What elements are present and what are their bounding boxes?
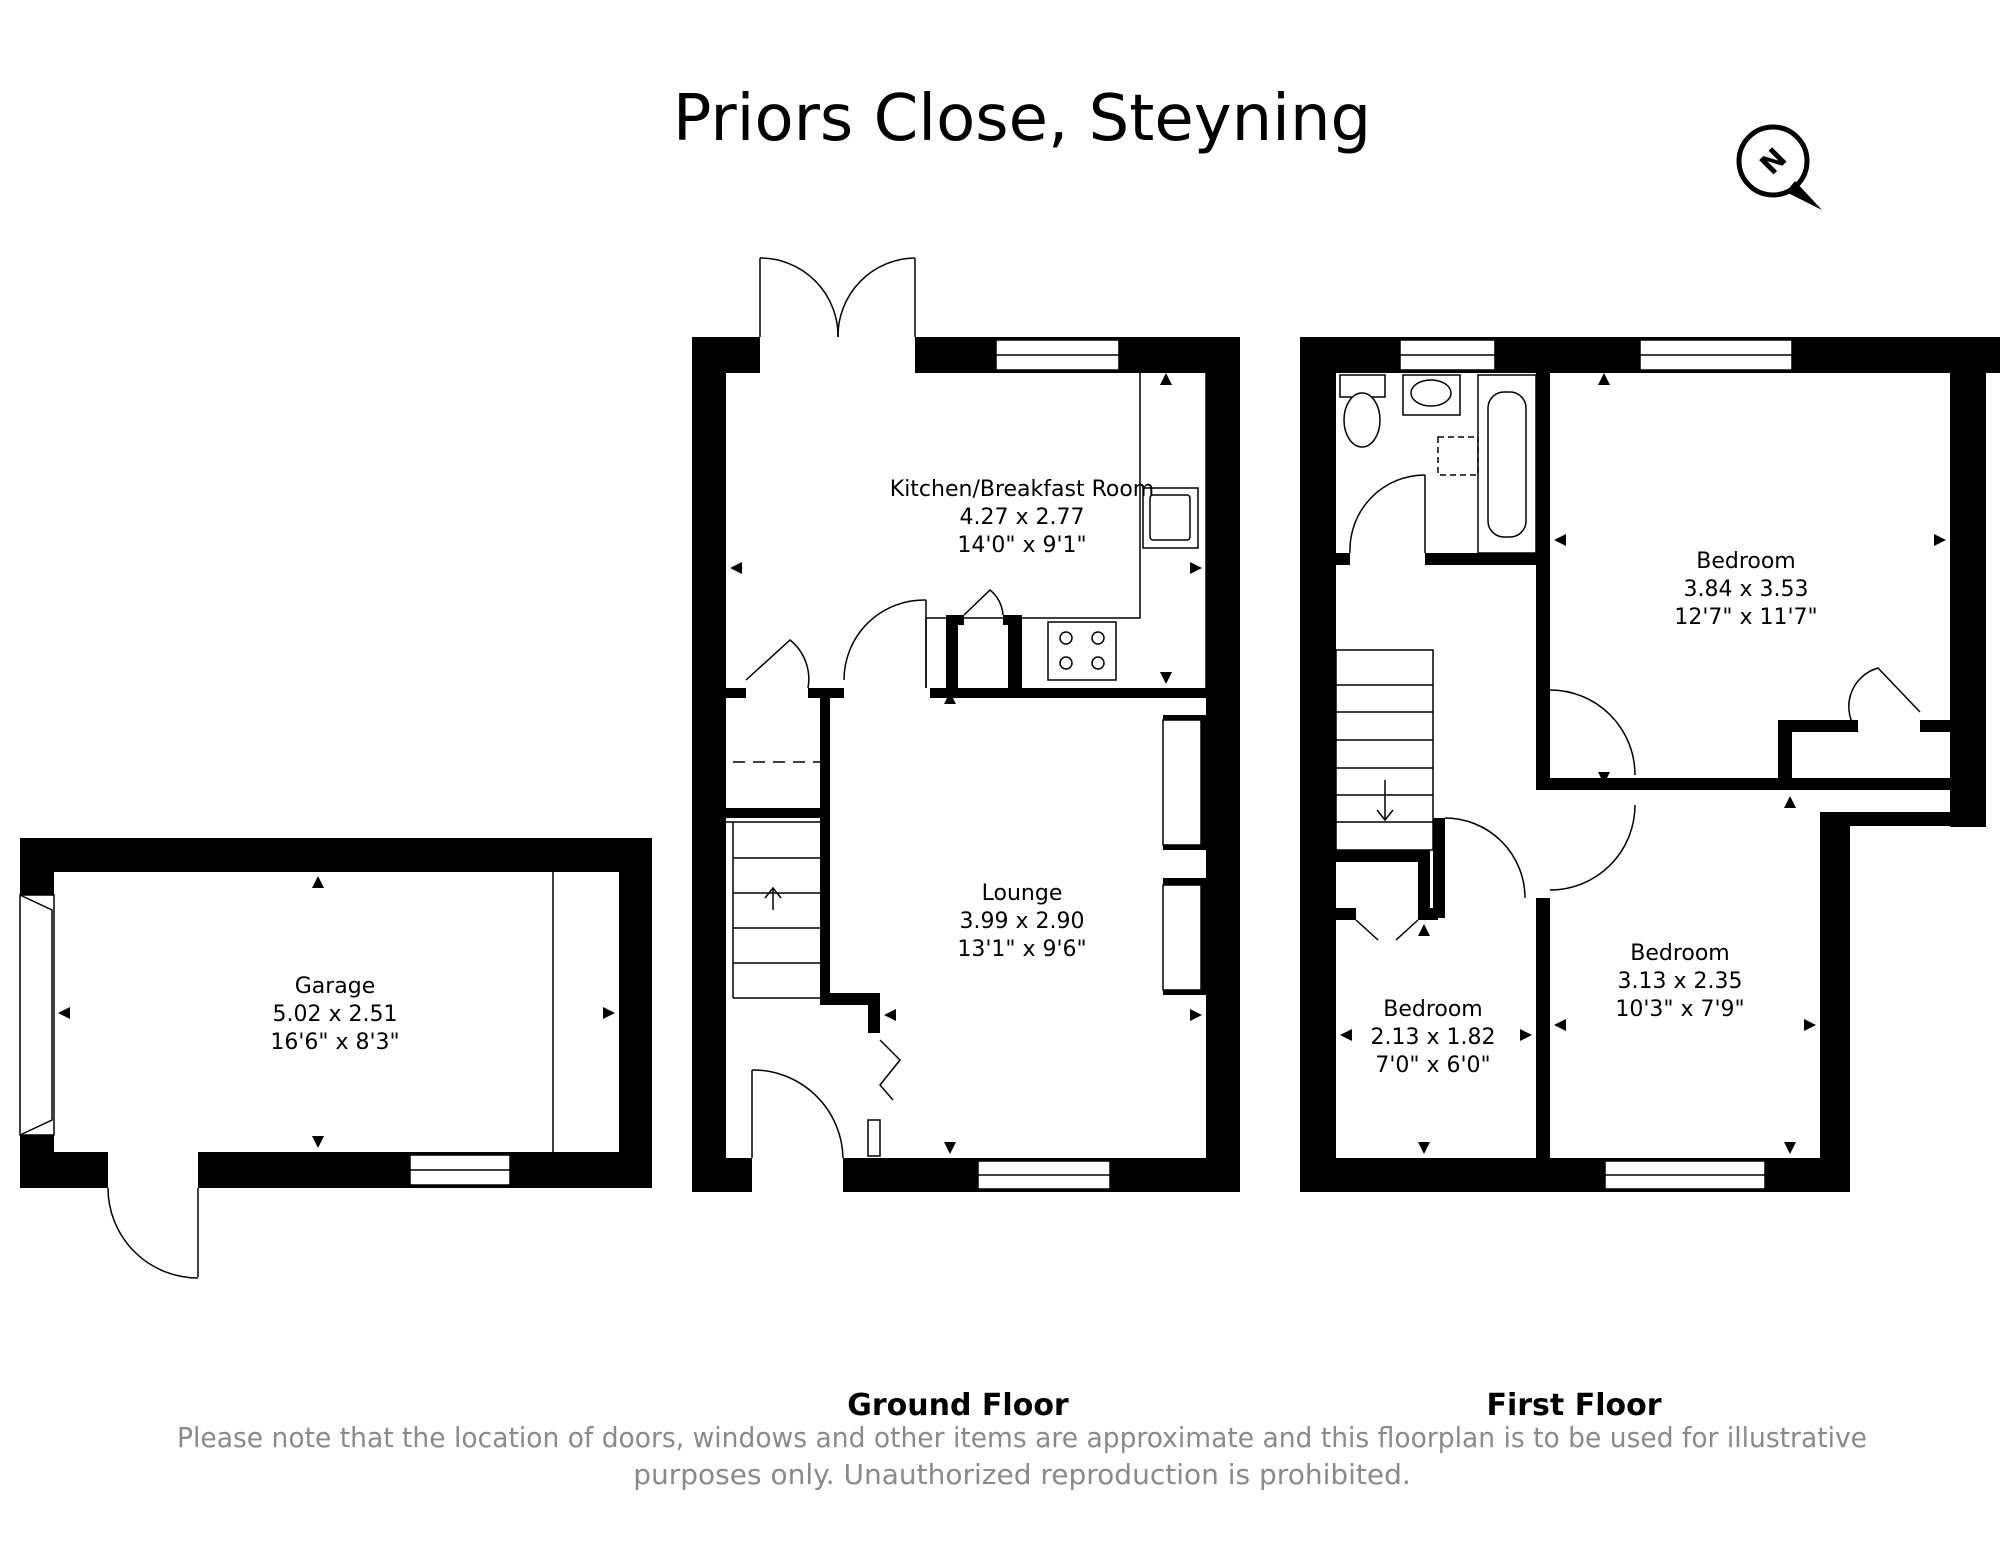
compass-letter: N [1753, 141, 1794, 182]
garage-plan [20, 838, 652, 1278]
first-floor-label: First Floor [1486, 1388, 1662, 1423]
ground-floor-label: Ground Floor [847, 1388, 1069, 1423]
bedroom3-metric: 2.13 x 1.82 [1370, 1025, 1496, 1050]
stairs-first [1336, 650, 1433, 850]
kitchen-metric: 4.27 x 2.77 [959, 505, 1085, 530]
kitchen-imperial: 14'0" x 9'1" [957, 533, 1087, 558]
bedroom1-imperial: 12'7" x 11'7" [1674, 605, 1818, 630]
lounge-name: Lounge [981, 881, 1063, 906]
garage-metric: 5.02 x 2.51 [272, 1002, 398, 1027]
garage-name: Garage [294, 974, 376, 999]
first-floor-plan [1300, 337, 2000, 1192]
bedroom1-name: Bedroom [1696, 549, 1796, 574]
garage-imperial: 16'6" x 8'3" [270, 1030, 400, 1055]
bedroom2-imperial: 10'3" x 7'9" [1615, 997, 1745, 1022]
north-compass-icon [1739, 127, 1822, 210]
bedroom2-name: Bedroom [1630, 941, 1730, 966]
bedroom3-imperial: 7'0" x 6'0" [1375, 1053, 1491, 1078]
page-title: Priors Close, Steyning [672, 82, 1372, 156]
bedroom2-metric: 3.13 x 2.35 [1617, 969, 1743, 994]
bedroom1-metric: 3.84 x 3.53 [1683, 577, 1809, 602]
bedroom3-name: Bedroom [1383, 997, 1483, 1022]
disclaimer-line-2: purposes only. Unauthorized reproduction is prohibited. [633, 1458, 1411, 1491]
lounge-imperial: 13'1" x 9'6" [957, 937, 1087, 962]
stairs-ground [726, 762, 820, 998]
ground-floor-plan [692, 258, 1240, 1192]
lounge-metric: 3.99 x 2.90 [959, 909, 1085, 934]
disclaimer-line-1: Please note that the location of doors, windows and other items are approximate and this floorplan is to be used for illustrative [177, 1421, 1867, 1454]
kitchen-name: Kitchen/Breakfast Room [889, 477, 1155, 502]
